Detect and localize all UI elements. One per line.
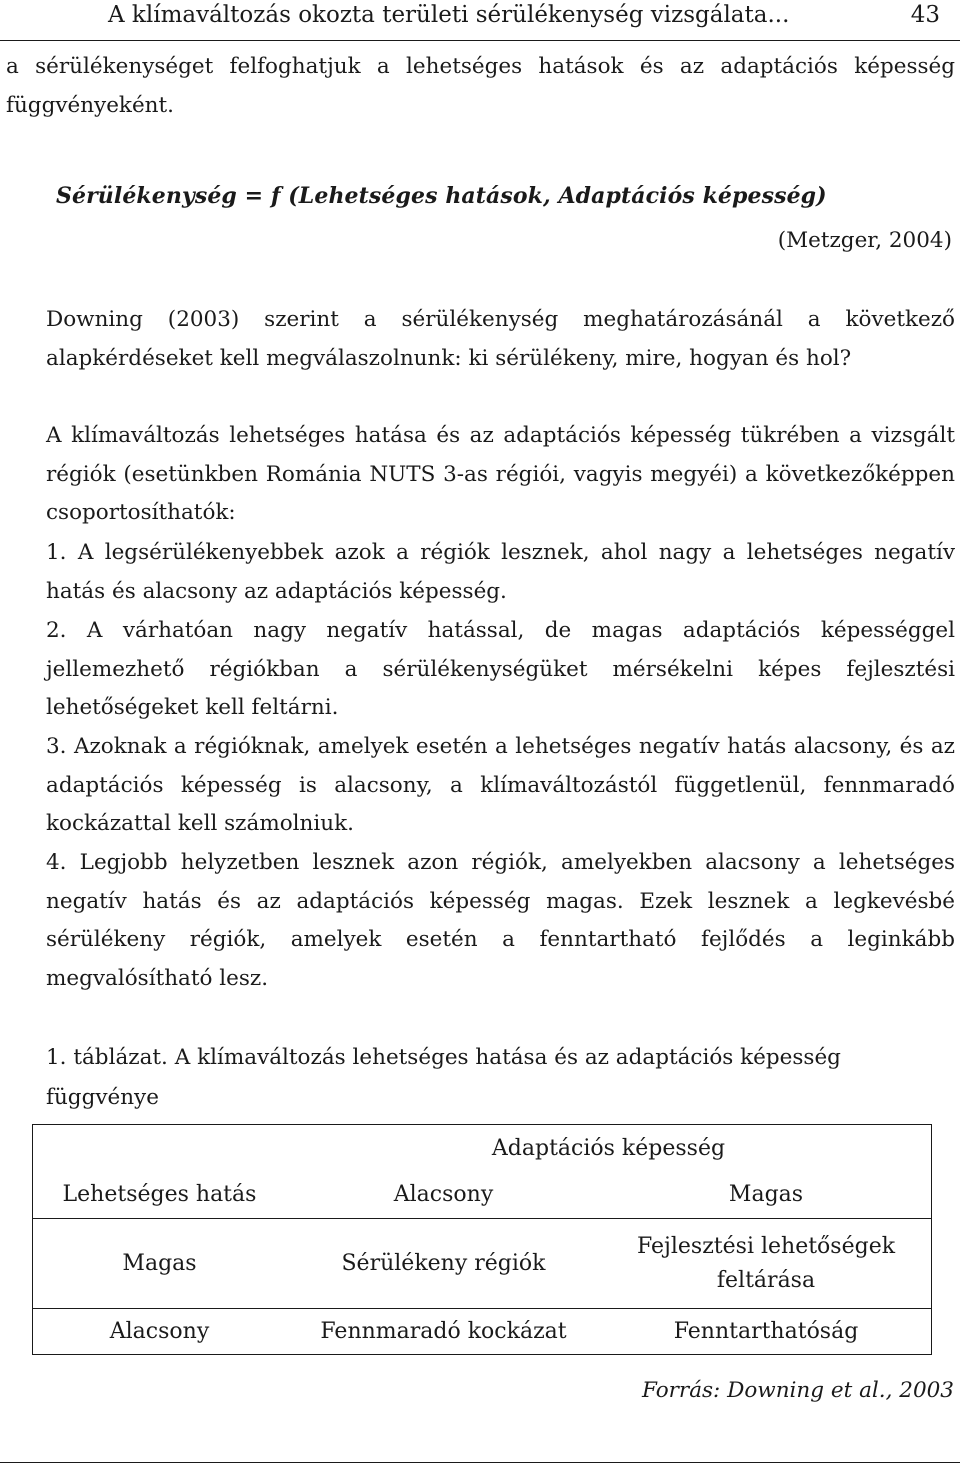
table-column-group-header: Adaptációs képesség [491,1135,726,1161]
list-item-3: 3. Azoknak a régióknak, amelyek esetén a lehetséges negatív hatás alacsony, és az adaptációs képesség is alacsony, a klímaváltozástól függetlenül, fennmaradó kockázattal kell számolniuk. [46,734,955,836]
table-cell-development-options: Fejlesztési lehetőségek feltárása [601,1219,932,1309]
running-header [0,0,960,41]
table-cell-sustainability: Fenntarthatóság [601,1309,932,1355]
regions-paragraph: A klímaváltozás lehetséges hatása és az adaptációs képesség tükrében a vizsgált régiók (esetünkben Románia NUTS 3-as régiói, vagyis megyéi) a következőképpen csoportosíthatók: [46,423,955,525]
page-number: 43 [910,2,940,28]
table-source: Forrás: Downing et al., 2003 [641,1378,954,1403]
list-item-4: 4. Legjobb helyzetben lesznek azon régiók, amelyekben alacsony a lehetséges negatív hatás és az adaptációs képesség magas. Ezek lesznek a legkevésbé sérülékeny régiók, amelyek esetén a fenntartható fejlődés a leginkább megvalósítható lesz. [46,850,955,991]
downing-paragraph: Downing (2003) szerint a sérülékenység meghatározásánál a következő alapkérdéseket kell megválaszolnunk: ki sérülékeny, mire, hogyan és hol? [46,307,955,371]
table-row-label-low: Alacsony [33,1309,287,1355]
table-cell-residual-risk: Fennmaradó kockázat [286,1309,601,1355]
vulnerability-table [32,1124,932,1355]
list-item-2: 2. A várhatóan nagy negatív hatással, de magas adaptációs képességgel jellemezhető régiókban a sérülékenységüket mérsékelni képes fejlesztési lehetőségeket kell feltárni. [46,618,955,720]
table-corner-cell [33,1125,287,1173]
running-header-title: A klímaváltozás okozta területi sérülékenység vizsgálata... [108,2,790,28]
vulnerability-formula: Sérülékenység = f (Lehetséges hatások, Adaptációs képesség) [56,183,827,209]
intro-paragraph: a sérülékenységet felfoghatjuk a lehetséges hatások és az adaptációs képesség függvényeként. [6,54,955,118]
table-row-header-label: Lehetséges hatás [62,1182,257,1208]
table-col-header-high: Magas [728,1182,804,1208]
formula-citation: (Metzger, 2004) [777,228,952,253]
table-col-header-low: Alacsony [393,1182,494,1208]
list-item-1: 1. A legsérülékenyebbek azok a régiók lesznek, ahol nagy a lehetséges negatív hatás és alacsony az adaptációs képesség. [46,540,955,604]
table-cell-vulnerable-regions: Sérülékeny régiók [286,1219,601,1309]
footer-divider [0,1462,960,1463]
table-row-label-high: Magas [33,1219,287,1309]
table-caption: 1. táblázat. A klímaváltozás lehetséges hatása és az adaptációs képesség függvénye [46,1045,841,1110]
